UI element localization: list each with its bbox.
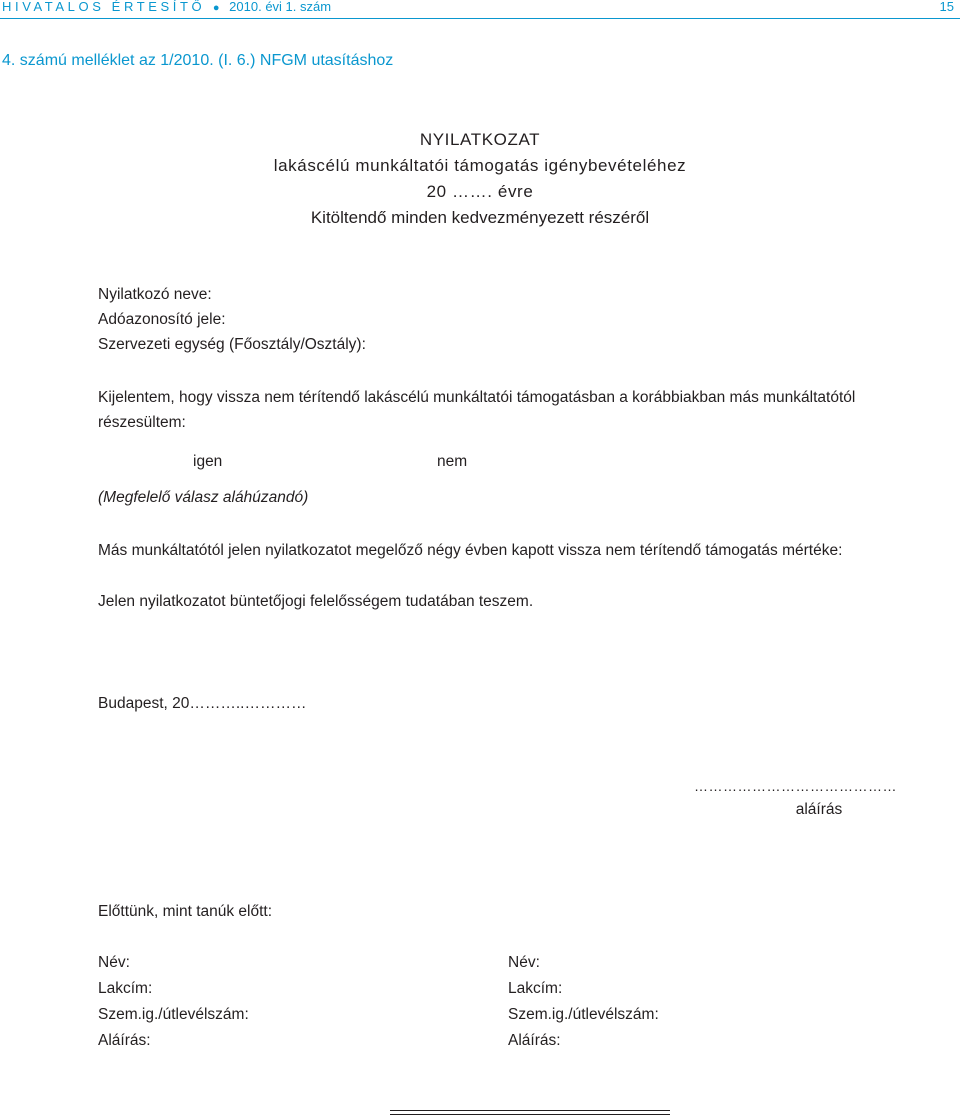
option-no: nem — [437, 453, 468, 470]
declaration-text-cont: részesültem: — [98, 414, 186, 431]
witness2-address: Lakcím: — [508, 980, 563, 997]
signature-label: aláírás — [795, 801, 843, 818]
liability-statement: Jelen nyilatkozatot büntetőjogi felelősségem tudatában teszem. — [98, 593, 534, 610]
option-yes: igen — [193, 453, 223, 470]
journal-title: HIVATALOS ÉRTESÍTŐ — [2, 0, 206, 14]
footer-rule-bottom — [390, 1114, 670, 1115]
witness1-name: Név: — [98, 954, 130, 971]
footer-rule-top — [390, 1110, 670, 1111]
witness1-id: Szem.ig./útlevélszám: — [98, 1006, 249, 1023]
place-date: Budapest, 20………..………… — [98, 695, 307, 712]
answer-note: (Megfelelő válasz aláhúzandó) — [98, 489, 309, 506]
signature-line: …………………………………… — [694, 778, 897, 794]
document-year: 20 ……. évre — [426, 182, 534, 201]
declarant-name-label: Nyilatkozó neve: — [98, 286, 212, 303]
witness2-name: Név: — [508, 954, 540, 971]
witness2-signature: Aláírás: — [508, 1032, 561, 1049]
org-unit-label: Szervezeti egység (Főosztály/Osztály): — [98, 336, 366, 353]
document-instruction: Kitöltendő minden kedvezményezett részéről — [310, 208, 650, 227]
declaration-text: Kijelentem, hogy vissza nem térítendő lakáscélú munkáltatói támogatásban a korábbiakban más munkáltatótól — [98, 389, 856, 406]
document-title: NYILATKOZAT — [419, 130, 541, 149]
tax-id-label: Adóazonosító jele: — [98, 311, 226, 328]
issue-info: 2010. évi 1. szám — [229, 0, 332, 14]
document-subtitle: lakáscélú munkáltatói támogatás igénybevételéhez — [273, 156, 687, 175]
witness2-id: Szem.ig./útlevélszám: — [508, 1006, 659, 1023]
bullet-icon: ● — [212, 2, 220, 14]
running-header — [2, 0, 331, 18]
page-number: 15 — [939, 0, 954, 14]
annex-reference: 4. számú melléklet az 1/2010. (I. 6.) NFGM utasításhoz — [2, 52, 394, 69]
witnesses-intro: Előttünk, mint tanúk előtt: — [98, 903, 273, 920]
witness1-address: Lakcím: — [98, 980, 153, 997]
witness1-signature: Aláírás: — [98, 1032, 151, 1049]
other-employer-support: Más munkáltatótól jelen nyilatkozatot megelőző négy évben kapott vissza nem térítendő támogatás mértéke: — [98, 542, 843, 559]
header-divider — [0, 18, 960, 19]
